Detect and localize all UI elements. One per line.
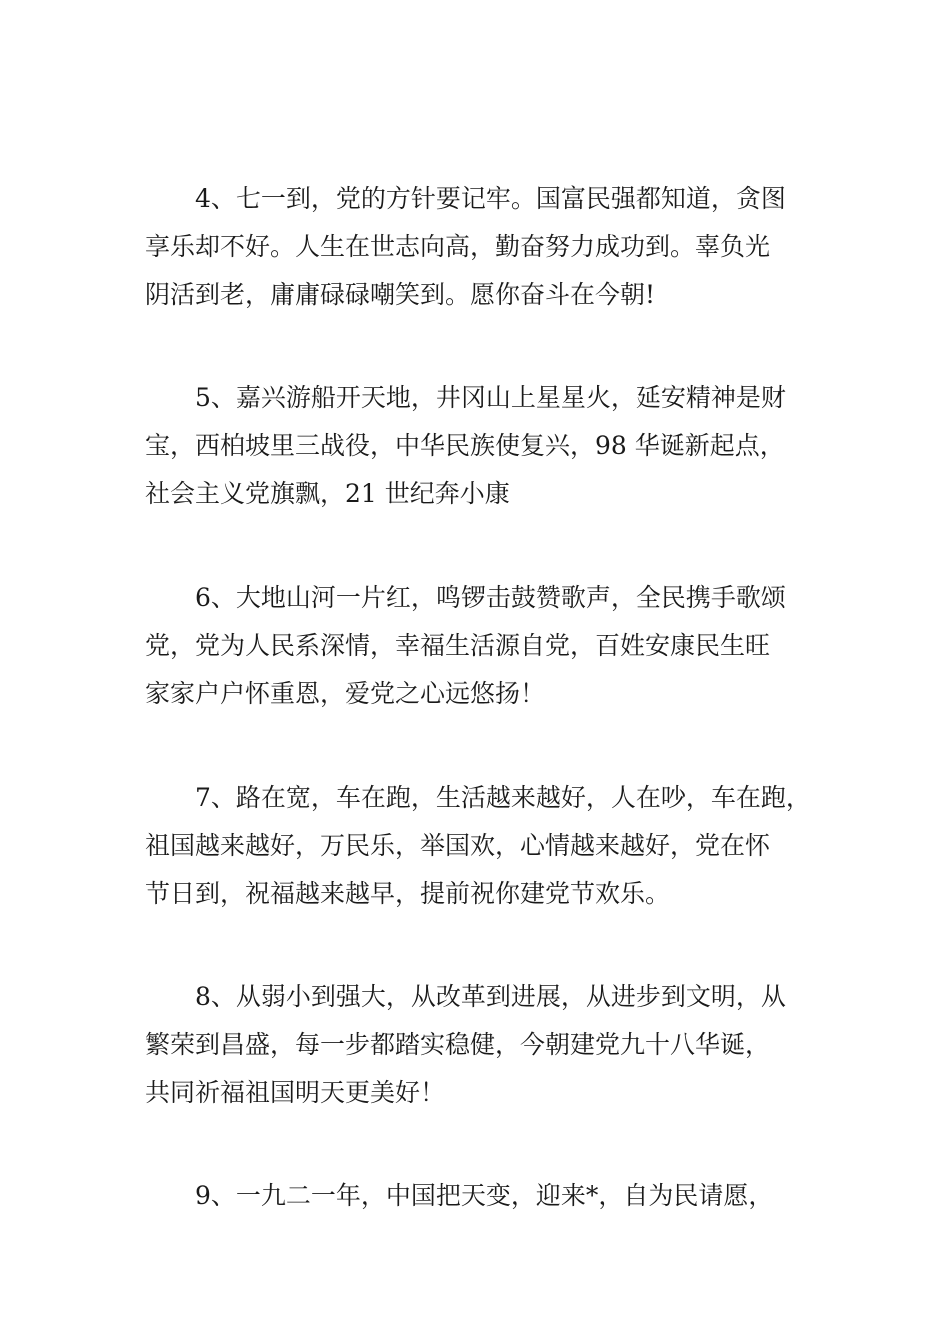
paragraph-line: 8、从弱小到强大，从改革到进展，从进步到文明，从 [195, 982, 786, 1011]
paragraph-4 [145, 175, 825, 319]
paragraph-line: 节日到，祝福越来越早，提前祝你建党节欢乐。 [145, 879, 671, 908]
paragraph-line: 党，党为人民系深情，幸福生活源自党，百姓安康民生旺 [145, 631, 771, 660]
paragraph-line: 繁荣到昌盛，每一步都踏实稳健，今朝建党九十八华诞， [145, 1030, 771, 1059]
paragraph-line: 9、一九二一年，中国把天变，迎来*，自为民请愿， [195, 1181, 774, 1210]
paragraph-6 [145, 574, 825, 718]
paragraph-line: 共同祈福祖国明天更美好！ [145, 1078, 446, 1107]
paragraph-line: 4、七一到，党的方针要记牢。国富民强都知道，贪图 [195, 184, 786, 213]
paragraph-7 [145, 774, 825, 918]
paragraph-9 [145, 1172, 825, 1220]
paragraph-8 [145, 973, 825, 1117]
paragraph-line: 家家户户怀重恩，爱党之心远悠扬！ [145, 679, 546, 708]
paragraph-line: 阴活到老，庸庸碌碌嘲笑到。愿你奋斗在今朝! [145, 280, 656, 309]
paragraph-5 [145, 374, 825, 518]
paragraph-line: 祖国越来越好，万民乐，举国欢，心情越来越好，党在怀 [145, 831, 771, 860]
paragraph-line: 5、嘉兴游船开天地，井冈山上星星火，延安精神是财 [195, 383, 786, 412]
paragraph-line: 享乐却不好。人生在世志向高，勤奋努力成功到。辜负光 [145, 232, 771, 261]
paragraph-line: 宝，西柏坡里三战役，中华民族使复兴，98 华诞新起点， [145, 431, 785, 460]
paragraph-line: 6、大地山河一片红，鸣锣击鼓赞歌声，全民携手歌颂 [195, 583, 786, 612]
paragraph-line: 7、路在宽，车在跑，生活越来越好，人在吵，车在跑， [195, 783, 811, 812]
paragraph-line: 社会主义党旗飘，21 世纪奔小康 [145, 479, 510, 508]
